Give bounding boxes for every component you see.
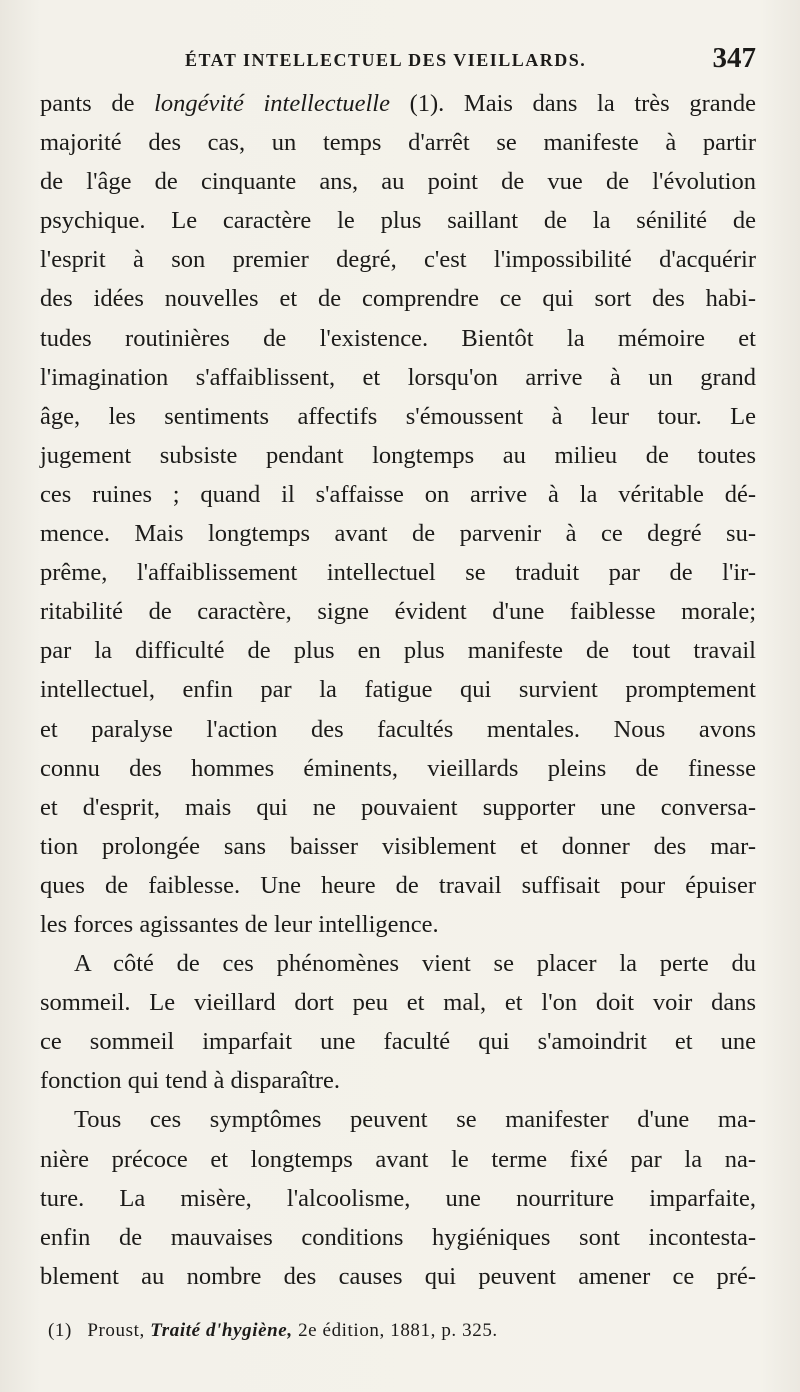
text-line: fonction qui tend à disparaître. (40, 1067, 341, 1095)
text-line: l'imagination s'affaiblissent, et lorsqu'on arrive à un grand (40, 363, 756, 391)
footnote-rest: 2e édition, 1881, p. 325. (298, 1320, 498, 1341)
text-line: prême, l'affaiblissement intellectuel se traduit par de l'ir- (40, 559, 756, 587)
text-line: et paralyse l'action des facultés mentales. Nous avons (40, 715, 756, 743)
text-line: pants de longévité intellectuelle (1). Mais dans la très grande (40, 90, 756, 117)
text-line: ques de faiblesse. Une heure de travail suffisait pour épuiser (40, 871, 756, 899)
text-line: ce sommeil imparfait une faculté qui s'amoindrit et une (40, 1028, 756, 1056)
footnote-author: Proust, (87, 1320, 145, 1341)
footnote-marker: (1) (48, 1320, 72, 1341)
text-line: âge, les sentiments affectifs s'émoussent à leur tour. Le (40, 402, 756, 430)
text-line: de l'âge de cinquante ans, au point de vue de l'évolution (40, 168, 756, 196)
page-number: 347 (712, 42, 756, 74)
text-line: blement au nombre des causes qui peuvent amener ce pré- (40, 1262, 756, 1290)
text-line: ritabilité de caractère, signe évident d'une faiblesse morale; (40, 598, 756, 626)
text-line: psychique. Le caractère le plus saillant de la sénilité de (40, 207, 756, 235)
text-line: jugement subsiste pendant longtemps au milieu de toutes (40, 441, 756, 469)
text-line: par la difficulté de plus en plus manifeste de tout travail (40, 637, 756, 665)
text-line: tion prolongée sans baisser visiblement et donner des mar- (40, 832, 756, 860)
text-line: tudes routinières de l'existence. Bientôt la mémoire et (40, 324, 756, 352)
text-line: mence. Mais longtemps avant de parvenir à ce degré su- (40, 520, 756, 548)
text-line: ces ruines ; quand il s'affaisse on arrive à la véritable dé- (40, 480, 756, 508)
text-line: Tous ces symptômes peuvent se manifester d'une ma- (74, 1106, 756, 1134)
text-line: des idées nouvelles et de comprendre ce qui sort des habi- (40, 285, 756, 313)
text-line: nière précoce et longtemps avant le terme fixé par la na- (40, 1145, 756, 1173)
page-header (40, 42, 756, 82)
footnote-title: Traité d'hygiène, (150, 1320, 293, 1341)
body-text (40, 84, 756, 1296)
text-line: l'esprit à son premier degré, c'est l'impossibilité d'acquérir (40, 246, 756, 274)
text-line: A côté de ces phénomènes vient se placer la perte du (74, 950, 756, 978)
text-line: sommeil. Le vieillard dort peu et mal, et l'on doit voir dans (40, 989, 756, 1017)
text-line: enfin de mauvaises conditions hygiéniques sont incontesta- (40, 1223, 756, 1251)
footnote (48, 1320, 748, 1342)
text-line: connu des hommes éminents, vieillards pleins de finesse (40, 754, 756, 782)
text-line: les forces agissantes de leur intelligence. (40, 910, 439, 938)
running-title: ÉTAT INTELLECTUEL DES VIEILLARDS. (185, 50, 587, 70)
text-line: majorité des cas, un temps d'arrêt se manifeste à partir (40, 129, 756, 157)
text-line: intellectuel, enfin par la fatigue qui survient promptement (40, 676, 756, 704)
text-line: ture. La misère, l'alcoolisme, une nourriture imparfaite, (40, 1184, 756, 1212)
text-line: et d'esprit, mais qui ne pouvaient supporter une conversa- (40, 793, 756, 821)
